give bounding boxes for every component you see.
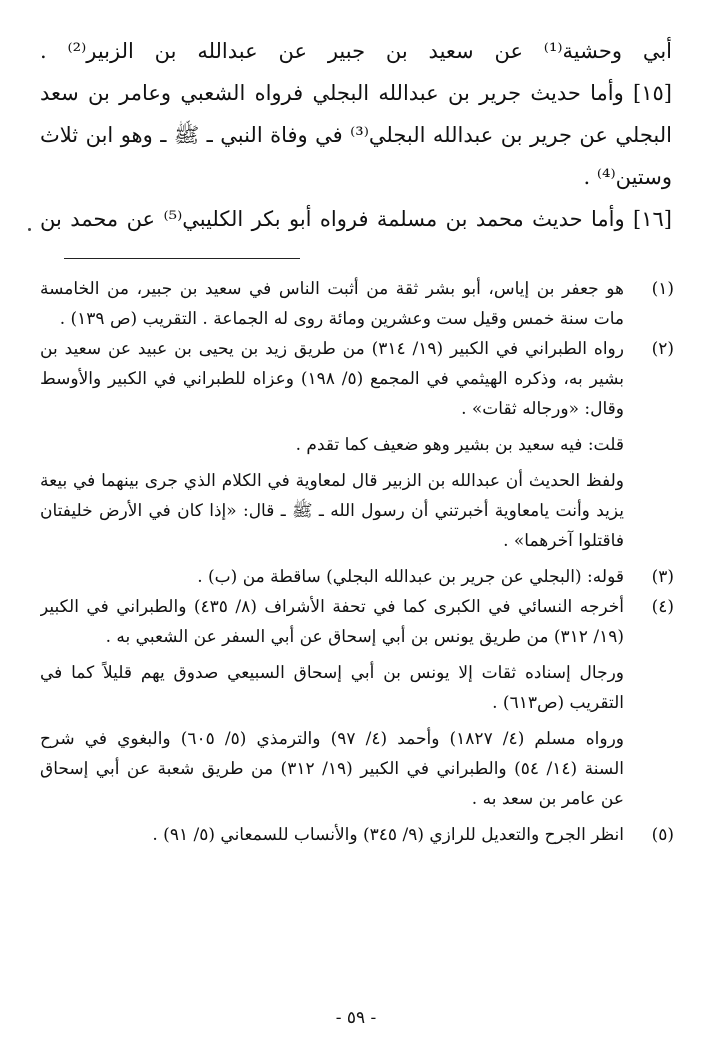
footnote: [40, 334, 674, 556]
footnote-line: عن عامر بن سعد به .: [471, 789, 624, 809]
footnote: [40, 592, 674, 814]
footnote: [40, 274, 674, 334]
footnote-line: أخرجه النسائي في الكبرى كما في تحفة الأشراف (٨/ ٤٣٥) والطبراني في الكبير: [40, 597, 624, 617]
footnote-divider: [64, 258, 300, 259]
footnote-line: انظر الجرح والتعديل للرازي (٩/ ٣٤٥) والأنساب للسمعاني (٥/ ٩١) .: [152, 825, 624, 845]
main-text: [40, 30, 672, 240]
footnote-number: (٣): [651, 567, 674, 587]
footnote-line: ورواه مسلم (٤/ ١٨٢٧) وأحمد (٤/ ٩٧) والترمذي (٥/ ٦٠٥) والبغوي في شرح: [40, 729, 624, 749]
main-line: وستين⁽⁴⁾ .: [583, 165, 672, 189]
footnote-number: (٢): [651, 339, 674, 359]
stray-mark: [28, 228, 31, 231]
footnote-line: هو جعفر بن إياس، أبو بشر ثقة من أثبت الناس في سعيد بن جبير، من الخامسة: [40, 279, 624, 299]
footnote-line: بشير به، وذكره الهيثمي في المجمع (٥/ ١٩٨) وعزاه للطبراني في الكبير والأوسط: [40, 369, 624, 389]
footnotes: [40, 274, 674, 850]
footnote-line: فاقتلوا آخرهما» .: [503, 531, 624, 551]
footnote-line: رواه الطبراني في الكبير (١٩/ ٣١٤) من طريق زيد بن يحيى بن عبيد عن سعيد بن: [40, 339, 624, 359]
footnote-number: (١): [651, 279, 674, 299]
footnote-number: (٤): [651, 597, 674, 617]
footnote-line: وقال: «ورجاله ثقات» .: [461, 399, 624, 419]
footnote-line: قلت: فيه سعيد بن بشير وهو ضعيف كما تقدم .: [295, 435, 624, 455]
main-line: [١٦] وأما حديث محمد بن مسلمة فرواه أبو بكر الكليبي⁽⁵⁾ عن محمد بن: [40, 207, 672, 231]
page-number: - ٥٩ -: [335, 1008, 377, 1028]
main-line: البجلي عن جرير بن عبدالله البجلي⁽³⁾ في وفاة النبي ـ ﷺ ـ وهو ابن ثلاث: [40, 123, 672, 147]
footnote-line: مات سنة خمس وقيل ست وعشرين ومائة روى له الجماعة . التقريب (ص ١٣٩) .: [59, 309, 624, 329]
footnote: [40, 562, 674, 592]
footnote-line: السنة (١٤/ ٥٤) والطبراني في الكبير (١٩/ ٣١٢) من طريق شعبة عن أبي إسحاق: [40, 759, 624, 779]
footnote-line: التقريب (ص٦١٣) .: [492, 693, 624, 713]
footnote-line: (١٩/ ٣١٢) من طريق يونس بن أبي إسحاق عن أبي السفر عن الشعبي به .: [105, 627, 624, 647]
footnote-line: يزيد وأنت يامعاوية أخبرتني أن رسول الله ـ ﷺ ـ قال: «إذا كان في الأرض خليفتان: [40, 501, 624, 521]
main-line: أبي وحشية⁽¹⁾ عن سعيد بن جبير عن عبدالله بن الزبير⁽²⁾ .: [40, 39, 672, 63]
main-line: [١٥] وأما حديث جرير بن عبدالله البجلي فرواه الشعبي وعامر بن سعد: [40, 81, 672, 105]
footnote-line: ولفظ الحديث أن عبدالله بن الزبير قال لمعاوية في الكلام الذي جرى بينهما في بيعة: [40, 471, 624, 491]
footnote: [40, 820, 674, 850]
footnote-line: ورجال إسناده ثقات إلا يونس بن أبي إسحاق السبيعي صدوق يهم قليلاً كما في: [40, 663, 624, 683]
footnote-number: (٥): [651, 825, 674, 845]
footnote-line: قوله: (البجلي عن جرير بن عبدالله البجلي) ساقطة من (ب) .: [197, 567, 624, 587]
